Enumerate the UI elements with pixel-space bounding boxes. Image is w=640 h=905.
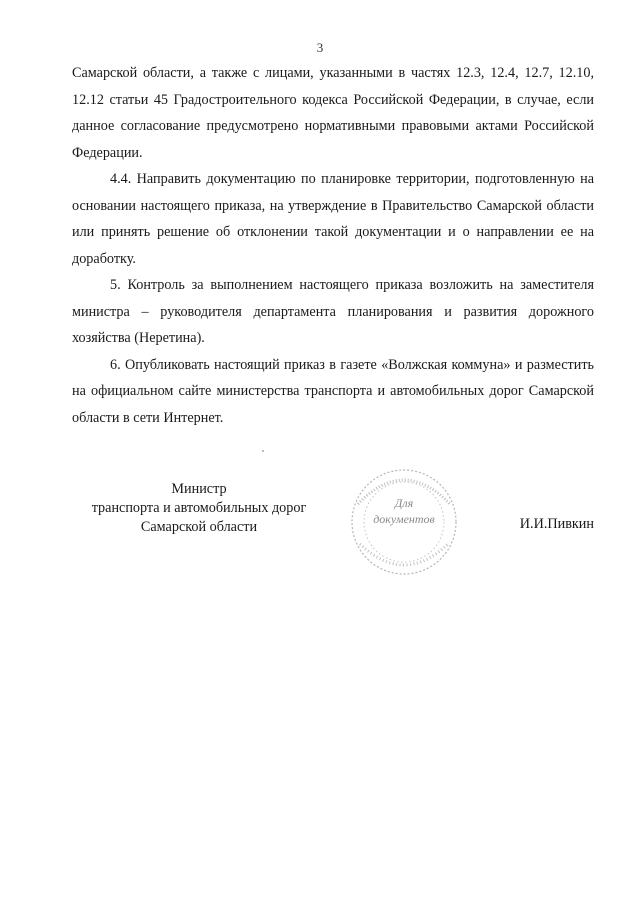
paragraph-item-4-4: 4.4. Направить документацию по планировке территории, подготовленную на основании настоящего приказа, на утверждение в Правительство Самарской области или принять решение об отклонении такой документации и о направлении ее на доработку. xyxy=(72,171,594,267)
stamp-text-line-2: документов xyxy=(373,512,435,526)
page-number: 3 xyxy=(316,40,324,55)
signatory-name: И.И.Пивкин xyxy=(519,516,594,532)
official-stamp xyxy=(340,462,468,582)
document-body xyxy=(72,60,594,431)
scan-speck xyxy=(262,450,264,452)
signatory-title xyxy=(84,480,314,537)
signatory-title-line-3: Самарской области xyxy=(140,519,258,535)
signatory-title-line-2: транспорта и автомобильных дорог xyxy=(91,500,307,516)
paragraph-continuation: Самарской области, а также с лицами, указанными в частях 12.3, 12.4, 12.7, 12.10, 12.12 статьи 45 Градостроительного кодекса Российской Федерации, в случае, если данное согласование предусмотрено нормативными правовыми актами Российской Федерации. xyxy=(72,65,594,161)
signatory-title-line-1: Министр xyxy=(171,481,227,497)
stamp-text-line-1: Для xyxy=(394,496,414,510)
paragraph-item-5: 5. Контроль за выполнением настоящего приказа возложить на заместителя министра – руководителя департамента планирования и развития дорожного хозяйства (Неретина). xyxy=(72,277,594,346)
paragraph-item-6: 6. Опубликовать настоящий приказ в газете «Волжская коммуна» и разместить на официальном сайте министерства транспорта и автомобильных дорог Самарской области в сети Интернет. xyxy=(72,356,594,426)
signature-block xyxy=(72,478,594,588)
